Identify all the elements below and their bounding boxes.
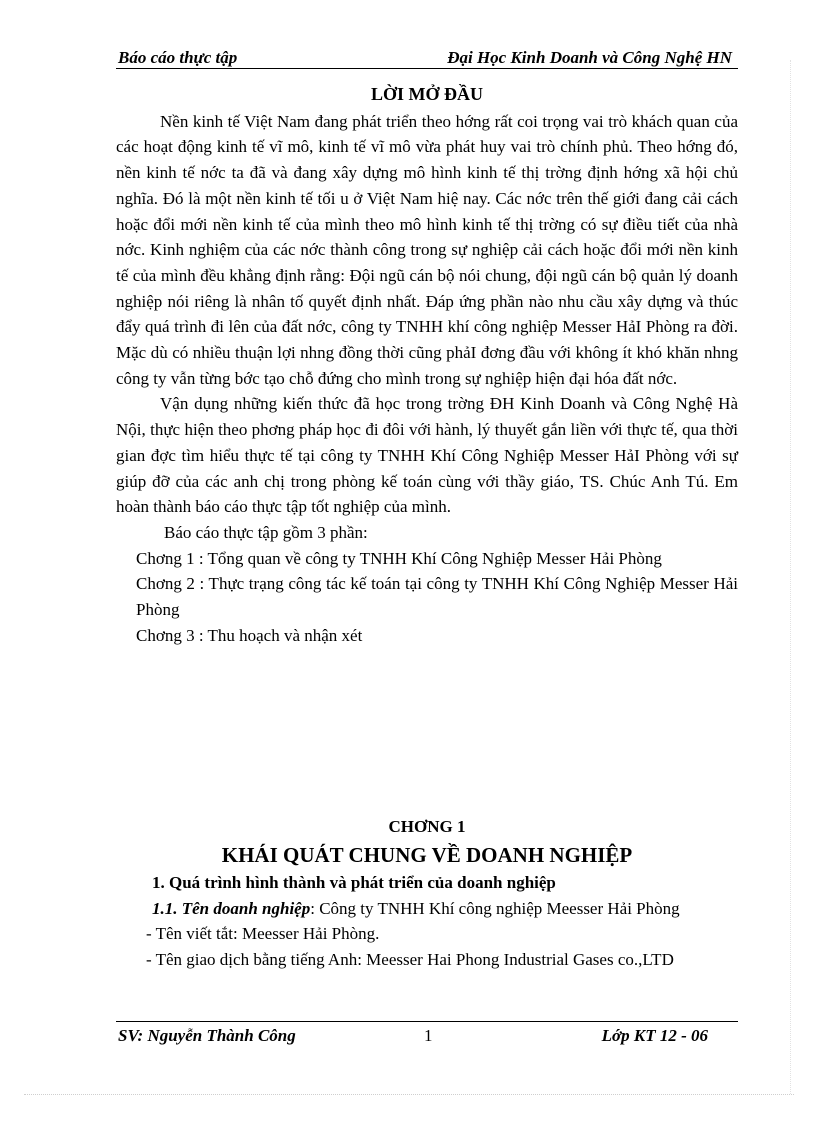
subsection-label: 1.1. Tên doanh nghiệp [152,898,311,918]
chapter-number: CHƠNG 1 [388,817,466,836]
page-bottom-guide [24,1094,794,1095]
section-heading: 1. Quá trình hình thành và phát triển của doanh nghiệp [152,873,556,892]
chapter-list-item-2: Chơng 2 : Thực trạng công tác kế toán tại công ty TNHH Khí Công Nghiệp Messer Hải Phòng [136,574,738,620]
page-header [116,46,738,69]
abbreviation-item: - Tên viết tắt: Meesser Hải Phòng. [146,924,380,944]
header-university: Đại Học Kinh Doanh và Công Nghệ HN [447,48,732,67]
report-parts-intro: Báo cáo thực tập gồm 3 phần: [164,522,368,542]
chapter-list-item-1: Chơng 1 : Tổng quan về công ty TNHH Khí Công Nghiệp Messer Hải Phòng [136,548,662,568]
intro-section [116,82,738,648]
subsection-company-name [116,896,738,922]
subsection-text: : Công ty TNHH Khí công nghiệp Meesser Hải Phòng [310,898,680,918]
english-name-item: - Tên giao dịch bằng tiếng Anh: Meesser Hai Phong Industrial Gases co.,LTD [146,950,674,970]
footer-class: Lớp KT 12 - 06 [601,1026,708,1045]
header-report-label: Báo cáo thực tập [118,48,238,67]
page-footer [116,1021,738,1048]
footer-student-name: SV: Nguyễn Thành Công [118,1026,296,1045]
intro-paragraph-2: Vận dụng những kiến thức đã học trong trờng ĐH Kinh Doanh và Công Nghệ Hà Nội, thực hiện theo phơng pháp học đi đôi với hành, lý thuyết gắn liền với thực tế, qua thời gian đợc tìm hiểu thực tế tại công ty TNHH Khí Công Nghiệp Messer HảI Phòng với sự giúp đỡ của các anh chị trong phòng kế toán cùng với thầy giáo, TS. Chúc Anh Tú. Em hoàn thành báo cáo thực tập tốt nghiệp của mình. [116,394,738,517]
page-edge-guide [790,60,791,1094]
chapter-title: KHÁI QUÁT CHUNG VỀ DOANH NGHIỆP [221,843,633,867]
intro-title: LỜI MỞ ĐẦU [371,84,483,104]
intro-paragraph-1: Nền kinh tế Việt Nam đang phát triển theo hớng rất coi trọng vai trò khách quan của các hoạt động kinh tế vĩ mô, kinh tế vĩ mô vừa phát huy vai trò chính phủ. Theo hớng đó, nền kinh tế nớc ta đã và đang xây dựng mô hình kinh tế thị trờng định hớng xã hội chủ nghĩa. Đó là một nền kinh tế tối u ở Việt Nam hiệ nay. Các nớc trên thế giới đang cải cách hoặc đổi mới nền kinh tế của mình theo mô hình kinh tế thị trờng có sự điều tiết của nhà nớc. Kinh nghiệm của các nớc thành công trong sự nghiệp cải cách hoặc đổi mới nền kinh tế của mình đều khẳng định rằng: Đội ngũ cán bộ nói chung, đội ngũ cán bộ quản lý doanh nghiệp nói riêng là nhân tố quyết định nhất. Đáp ứng phần nào nhu cầu xây dựng và thúc đẩy quá trình đi lên của đất nớc, công ty TNHH khí công nghiệp Messer HảI Phòng ra đời. Mặc dù có nhiều thuận lợi nhng đồng thời cũng phảI đơng đầu với không ít khó khăn nhng công ty vẫn từng bớc tạo chỗ đứng cho mình trong sự nghiệp hiện đại hóa đất nớc. [116,111,738,388]
page-number: 1 [424,1026,433,1045]
chapter-list-item-3: Chơng 3 : Thu hoạch và nhận xét [136,625,363,645]
chapter1-body [116,870,738,973]
